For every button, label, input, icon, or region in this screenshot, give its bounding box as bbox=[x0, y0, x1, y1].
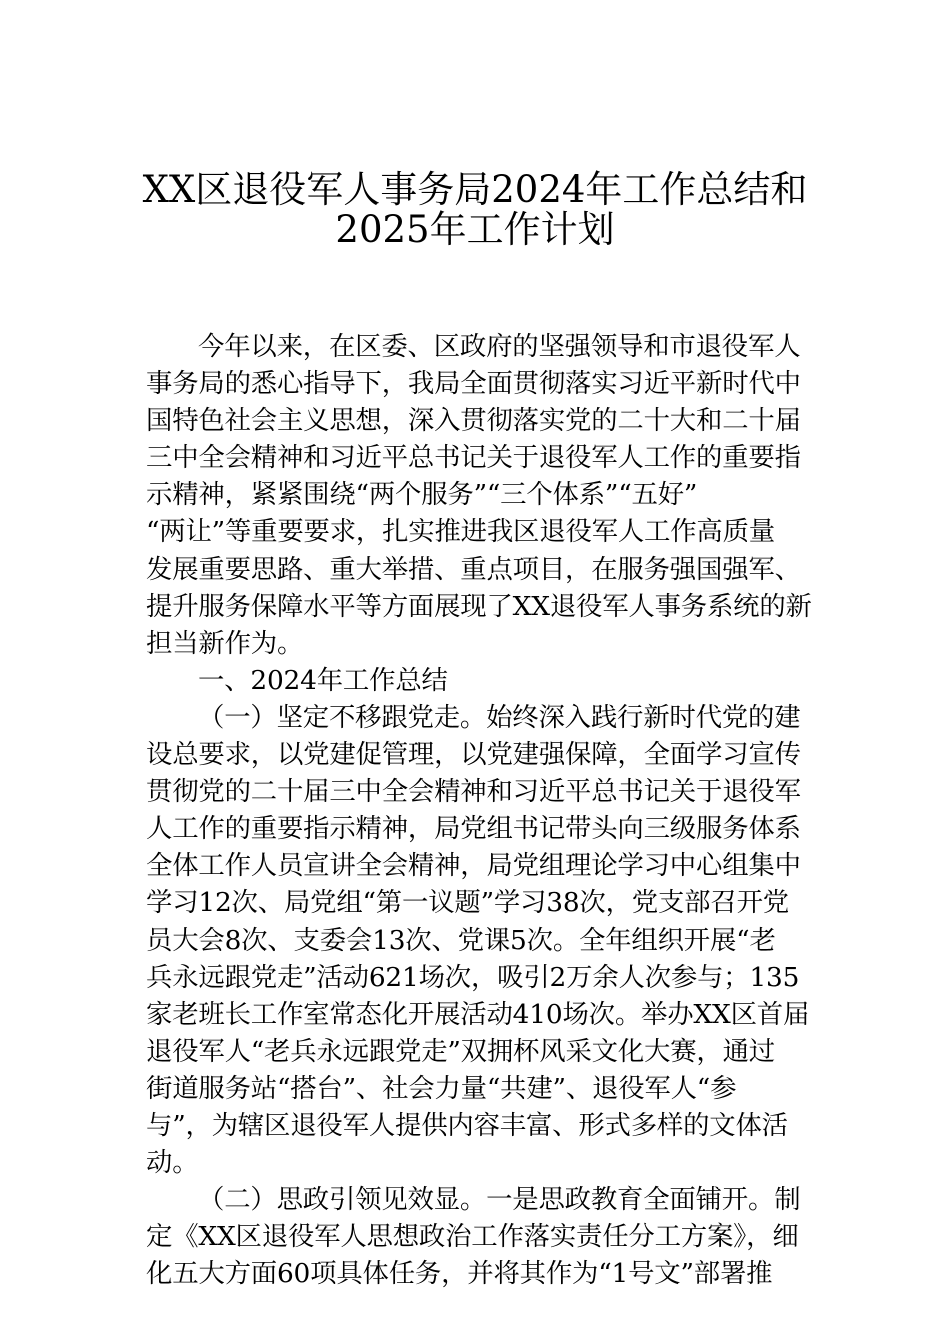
body-line: 今年以来，在区委、区政府的坚强领导和市退役军人 bbox=[198, 331, 801, 362]
document-title-line-2: 2025年工作计划 bbox=[335, 208, 615, 251]
body-line: 贯彻党的二十届三中全会精神和习近平总书记关于退役军 bbox=[146, 776, 801, 808]
body-line: 与”，为辖区退役军人提供内容丰富、形式多样的文体活 bbox=[146, 1109, 788, 1141]
body-line: 街道服务站“搭台”、社会力量“共建”、退役军人“参 bbox=[146, 1072, 737, 1104]
body-line: 人工作的重要指示精神，局党组书记带头向三级服务体系 bbox=[146, 813, 801, 845]
body-line: 担当新作为。 bbox=[146, 627, 304, 659]
body-line: 定《XX区退役军人思想政治工作落实责任分工方案》，细 bbox=[146, 1221, 799, 1253]
body-line: 学习12次、局党组“第一议题”学习38次，党支部召开党 bbox=[146, 887, 789, 919]
body-line: 全体工作人员宣讲全会精神，局党组理论学习中心组集中 bbox=[146, 850, 801, 882]
body-line: 化五大方面60项具体任务，并将其作为“1号文”部署推 bbox=[146, 1258, 773, 1290]
body-line: 事务局的悉心指导下，我局全面贯彻落实习近平新时代中 bbox=[146, 368, 801, 400]
body-line: （一）坚定不移跟党走。始终深入践行新时代党的建 bbox=[198, 701, 801, 733]
body-line: （二）思政引领见效显。一是思政教育全面铺开。制 bbox=[198, 1184, 801, 1216]
body-line: 动。 bbox=[146, 1147, 199, 1179]
body-line: 员大会8次、支委会13次、党课5次。全年组织开展“老 bbox=[146, 924, 776, 956]
body-line: 国特色社会主义思想，深入贯彻落实党的二十大和二十届 bbox=[146, 405, 801, 437]
body-line: 设总要求，以党建促管理，以党建强保障，全面学习宣传 bbox=[146, 739, 801, 771]
document-title-line-1: XX区退役军人事务局2024年工作总结和 bbox=[142, 168, 808, 211]
body-line: 示精神，紧紧围绕“两个服务”“三个体系”“五好” bbox=[146, 479, 698, 511]
body-line: 家老班长工作室常态化开展活动410场次。举办XX区首届 bbox=[146, 998, 810, 1030]
body-line: 退役军人“老兵永远跟党走”双拥杯风采文化大赛，通过 bbox=[146, 1035, 775, 1067]
body-line: 提升服务保障水平等方面展现了XX退役军人事务系统的新 bbox=[146, 590, 812, 622]
body-line: 三中全会精神和习近平总书记关于退役军人工作的重要指 bbox=[146, 442, 801, 474]
document-body bbox=[146, 328, 812, 1292]
body-line: 兵永远跟党走”活动621场次，吸引2万余人次参与；135 bbox=[146, 961, 800, 993]
body-line: “两让”等重要要求，扎实推进我区退役军人工作高质量 bbox=[146, 516, 775, 548]
body-line: 发展重要思路、重大举措、重点项目，在服务强国强军、 bbox=[146, 553, 801, 585]
body-line: 一、2024年工作总结 bbox=[198, 664, 448, 696]
